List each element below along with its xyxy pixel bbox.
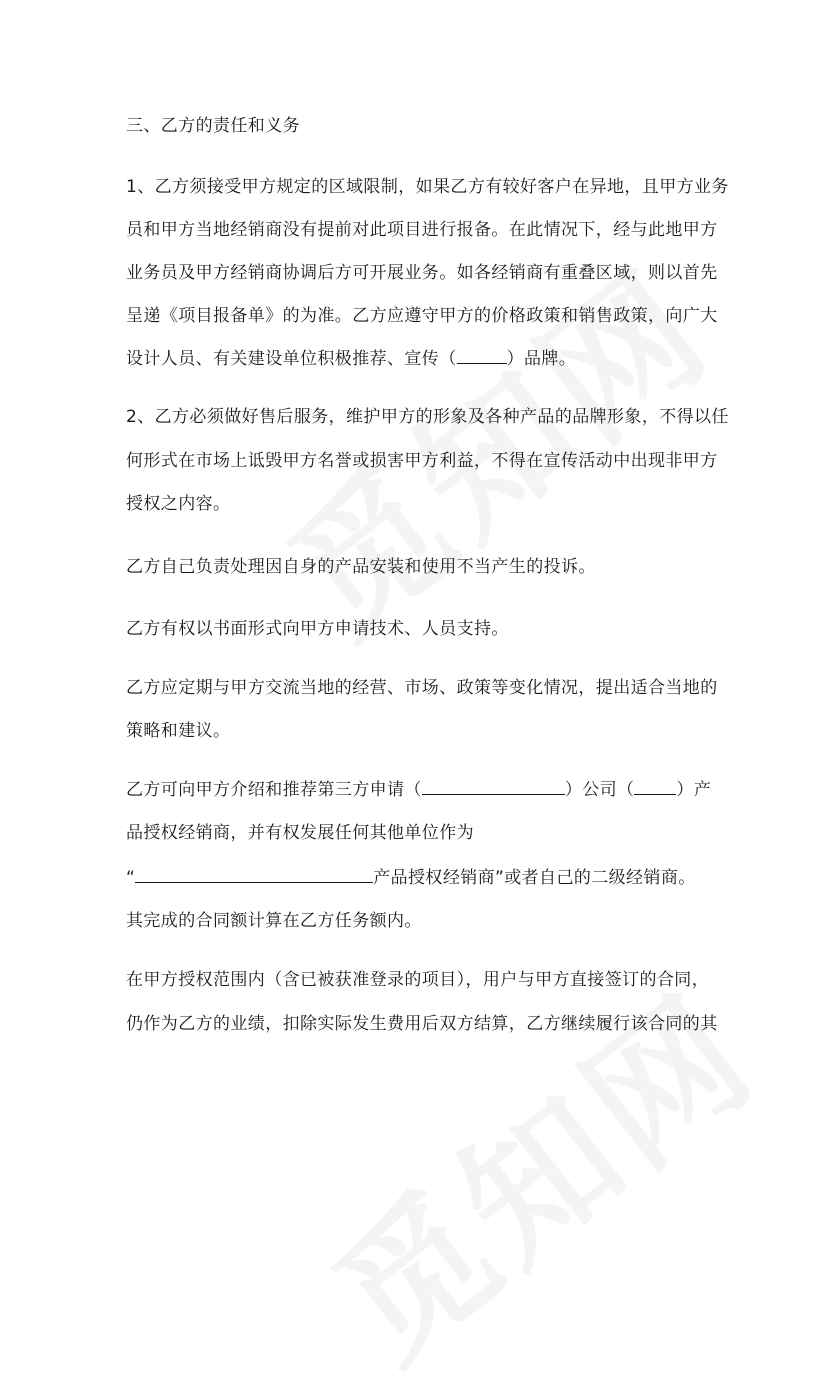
paragraph-3: 乙方自己负责处理因自身的产品安装和使用不当产生的投诉。 [126,557,596,577]
paragraph-6-line-4: 其完成的合同额计算在乙方任务额内。 [126,911,422,931]
paragraph-6-line-1 [126,778,711,802]
paragraph-6-line-2: 品授权经销商，并有权发展任何其他单位作为 [126,823,474,843]
paragraph-6-text-d: 产品授权经销商”或者自己的二级经销商。 [373,868,696,888]
authorized-product-blank[interactable] [135,866,373,883]
product-blank[interactable] [634,778,676,795]
paragraph-1-text-after-blank: ）品牌。 [506,349,577,369]
paragraph-4: 乙方有权以书面形式向甲方申请技术、人员支持。 [126,619,509,639]
paragraph-1-line-2: 员和甲方当地经销商没有提前对此项目进行报备。在此情况下，经与此地甲方 [126,220,718,240]
watermark-bottom [284,937,791,1399]
paragraph-1-line-3: 业务员及甲方经销商协调后方可开展业务。如各经销商有重叠区域，则以首先 [126,263,718,283]
paragraph-6-text-c: ）产 [676,780,712,800]
paragraph-5-line-2: 策略和建议。 [126,721,231,741]
paragraph-5-line-1: 乙方应定期与甲方交流当地的经营、市场、政策等变化情况，提出适合当地的 [126,678,718,698]
paragraph-2-line-2: 何形式在市场上诋毁甲方名誉或损害甲方利益，不得在宣传活动中出现非甲方 [126,451,718,471]
paragraph-7-line-2: 仍作为乙方的业绩，扣除实际发生费用后双方结算，乙方继续履行该合同的其 [126,1014,718,1034]
paragraph-6-line-3 [126,866,696,890]
paragraph-1-text-before-blank: 设计人员、有关建设单位积极推荐、宣传（ [126,349,457,369]
paragraph-1-line-4: 呈递《项目报备单》的为准。乙方应遵守甲方的价格政策和销售政策，向广大 [126,306,718,326]
paragraph-2-line-1: 2、乙方必须做好售后服务，维护甲方的形象及各种产品的品牌形象，不得以任 [126,407,729,427]
brand-blank[interactable] [457,347,507,364]
paragraph-6-text-b: ）公司（ [564,780,635,800]
paragraph-7-line-1: 在甲方授权范围内（含已被获准登录的项目），用户与甲方直接签订的合同， [126,970,710,990]
paragraph-6-text-a: 乙方可向甲方介绍和推荐第三方申请（ [126,780,422,800]
paragraph-1-line-5 [126,347,576,371]
paragraph-1-line-1: 1、乙方须接受甲方规定的区域限制，如果乙方有较好客户在异地，且甲方业务 [126,177,729,197]
paragraph-2-line-3: 授权之内容。 [126,494,231,514]
paragraph-6-open-quote: “ [126,868,136,888]
third-party-blank[interactable] [422,778,565,795]
section-heading: 三、乙方的责任和义务 [126,116,300,136]
